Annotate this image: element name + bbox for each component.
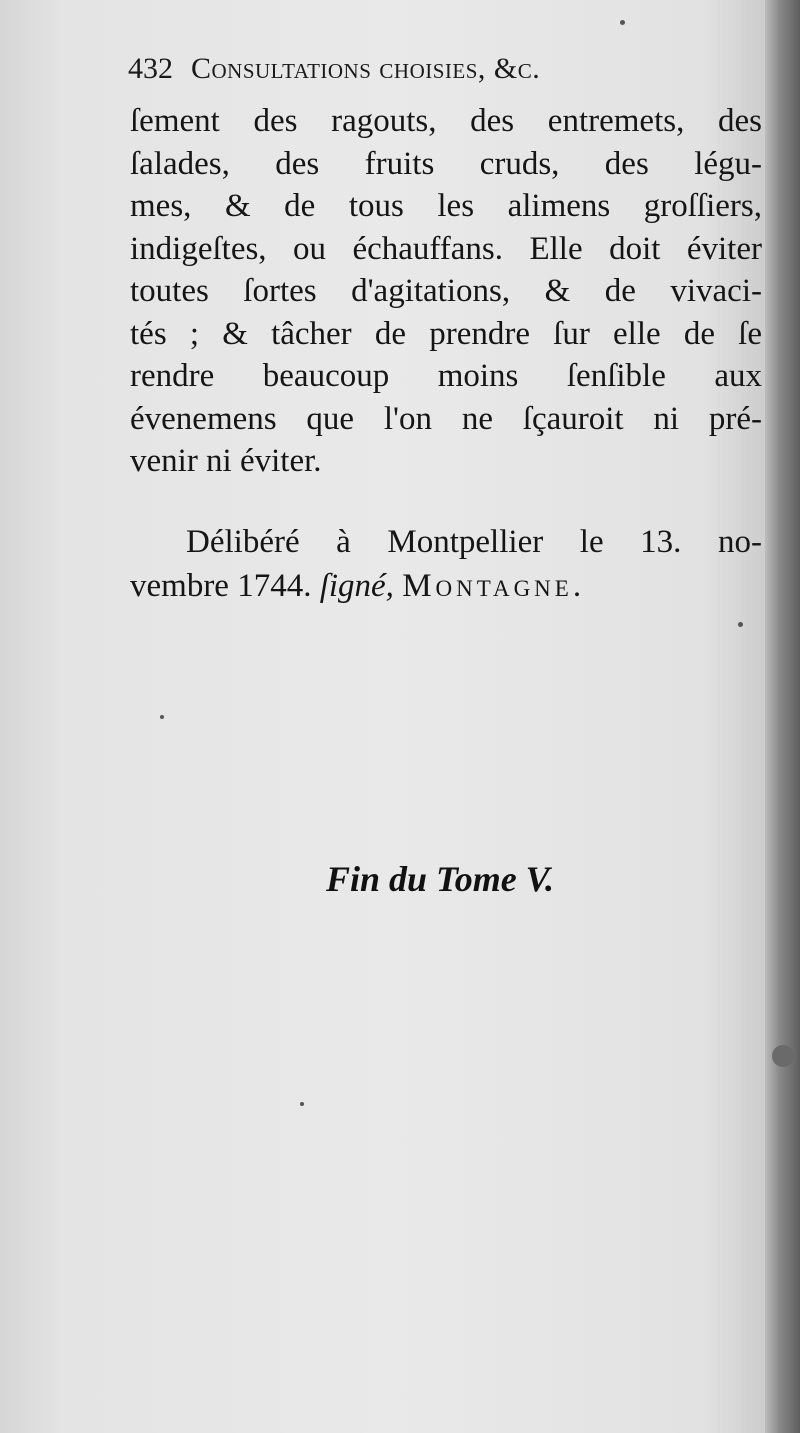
ink-speck bbox=[620, 20, 625, 25]
page-gutter-shadow bbox=[765, 0, 800, 1433]
closing-deliberation bbox=[130, 520, 762, 608]
ink-speck bbox=[772, 1045, 794, 1067]
end-of-volume-note: Fin du Tome V. bbox=[325, 859, 555, 899]
page-number: 432 bbox=[128, 52, 173, 85]
running-head: Consultations choisies, &c. bbox=[191, 52, 541, 85]
body-line: évenemens que l'on ne ſçauroit ni pré- bbox=[130, 400, 762, 437]
body-line: ſement des ragouts, des entremets, des bbox=[130, 103, 762, 139]
body-line: mes, & de tous les alimens groſſiers, bbox=[130, 188, 762, 224]
body-paragraph bbox=[130, 100, 762, 483]
body-line: ſalades, des fruits cruds, des légu- bbox=[130, 145, 762, 182]
body-line: indigeſtes, ou échauffans. Elle doit éviter bbox=[130, 230, 762, 267]
ink-speck bbox=[300, 1102, 304, 1106]
body-line: rendre beaucoup moins ſenſible aux bbox=[130, 358, 762, 394]
body-line: tés ; & tâcher de prendre ſur elle de ſe bbox=[130, 315, 762, 352]
body-line: toutes ſortes d'agitations, & de vivaci- bbox=[130, 273, 762, 309]
signer-name: Montagne. bbox=[402, 568, 586, 604]
signed-word: ſigné, bbox=[319, 568, 394, 604]
ink-speck bbox=[738, 622, 743, 627]
ink-speck bbox=[160, 715, 164, 719]
body-line: venir ni éviter. bbox=[130, 443, 322, 479]
closing-date: vembre 1744. bbox=[130, 568, 312, 604]
closing-line-1: Délibéré à Montpellier le 13. no- bbox=[186, 524, 762, 560]
page-header bbox=[128, 52, 708, 86]
closing-line-2 bbox=[130, 564, 762, 608]
